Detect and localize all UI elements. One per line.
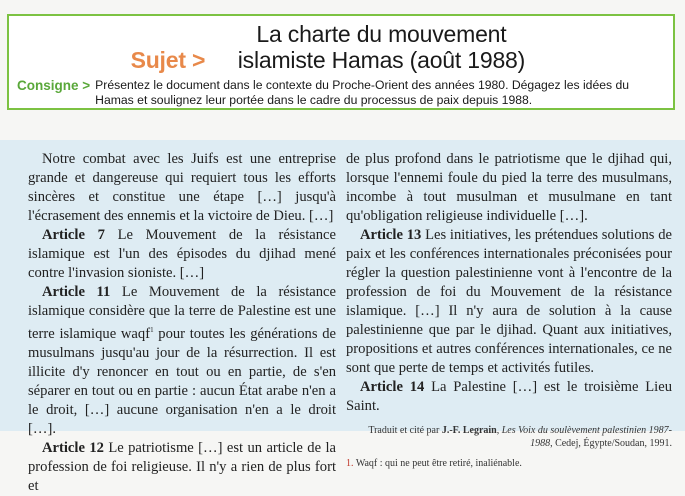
arrow-icon: > [192, 47, 206, 73]
right-column [346, 150, 672, 470]
subject-label: Sujet [130, 47, 186, 73]
article-text: Le patriotisme […] est un article de la profession de foi religieuse. Il n'y a rien de plus fort et [28, 439, 336, 494]
footnote [346, 457, 672, 470]
consigne [17, 78, 667, 108]
intro-paragraph: Notre combat avec les Juifs est une entreprise grande et dangereuse qui requiert tous les efforts sincères et constitue une étape […] jusqu'à l'écrasement des ennemis et la victoire de Dieu. […] [28, 151, 336, 224]
article-12-continued: de plus profond dans le patriotisme que le djihad qui, lorsque l'ennemi foule du pied la terre des musulmans, incombe à tout musulman et musulmane en tant qu'obligation religieuse individuelle […]. [346, 151, 672, 224]
consigne-text: Présentez le document dans le contexte du Proche-Orient des années 1980. Dégagez les idées du Hamas et soulignez leur portée dans le cadre du processus de paix depuis 1988. [95, 78, 630, 107]
article-label: Article 12 [42, 439, 104, 456]
article-11 [28, 283, 336, 439]
article-text: Les initiatives, les prétendues solutions de paix et les conférences internationales préconisées pour régler la question palestinienne vont à l'encontre de la profession de foi du Mouvement de la résistance islamique. […] Il n'y aura de solution à la cause palestinienne que par le djihad. Quant aux initiatives, propositions et autres conférences internationales, ce ne sont que perte de temps et activités futiles. [346, 227, 673, 376]
article-text: pour toutes les générations de musulmans jusqu'au jour de la résurrection. Il est illicite d'y renoncer en tout ou en partie, de s'en séparer en tout ou en partie : aucun État arabe n'en a le droit, […] aucune organisation n'en a le droit […]. [28, 325, 336, 437]
arrow-icon: > [82, 78, 91, 93]
source-author: J.-F. Legrain [441, 425, 497, 436]
article-13 [346, 226, 672, 378]
consigne-label: Consigne [17, 78, 79, 93]
article-text: Le Mouvement de la résistance islamique considère que la terre de Palestine est une terre islamique waqf [28, 284, 336, 342]
source-sep: , [496, 425, 502, 436]
footnote-text: Waqf : qui ne peut être retiré, inaliénable. [353, 458, 522, 469]
subject-title [9, 21, 673, 73]
article-text: Le Mouvement de la résistance islamique est l'un des épisodes du djihad mené contre l'invasion sioniste. […] [28, 227, 336, 281]
source-citation [346, 424, 672, 450]
subject-box [7, 14, 675, 110]
article-label: Article 14 [360, 379, 425, 395]
article-7 [28, 226, 336, 283]
article-12 [28, 439, 336, 496]
footnote-ref: 1 [150, 326, 154, 334]
document-panel [0, 140, 685, 494]
footnote-number: 1. [346, 458, 354, 469]
source-rest: , Cedej, Égypte/Soudan, 1991. [550, 438, 672, 449]
article-label: Article 11 [42, 284, 111, 300]
subject-title-text: La charte du mouvement islamiste Hamas (août 1988) [237, 21, 526, 73]
consigne-label-wrap [17, 78, 90, 108]
article-label: Article 13 [360, 227, 422, 243]
left-column [28, 150, 336, 496]
source-prefix: Traduit et cité par [368, 425, 442, 436]
article-label: Article 7 [42, 227, 105, 243]
article-text: La Palestine […] est le troisième Lieu Saint. [346, 379, 673, 414]
article-14 [346, 378, 672, 416]
source-book: Les Voix du soulèvement palestinien 1987-1988 [501, 425, 672, 449]
